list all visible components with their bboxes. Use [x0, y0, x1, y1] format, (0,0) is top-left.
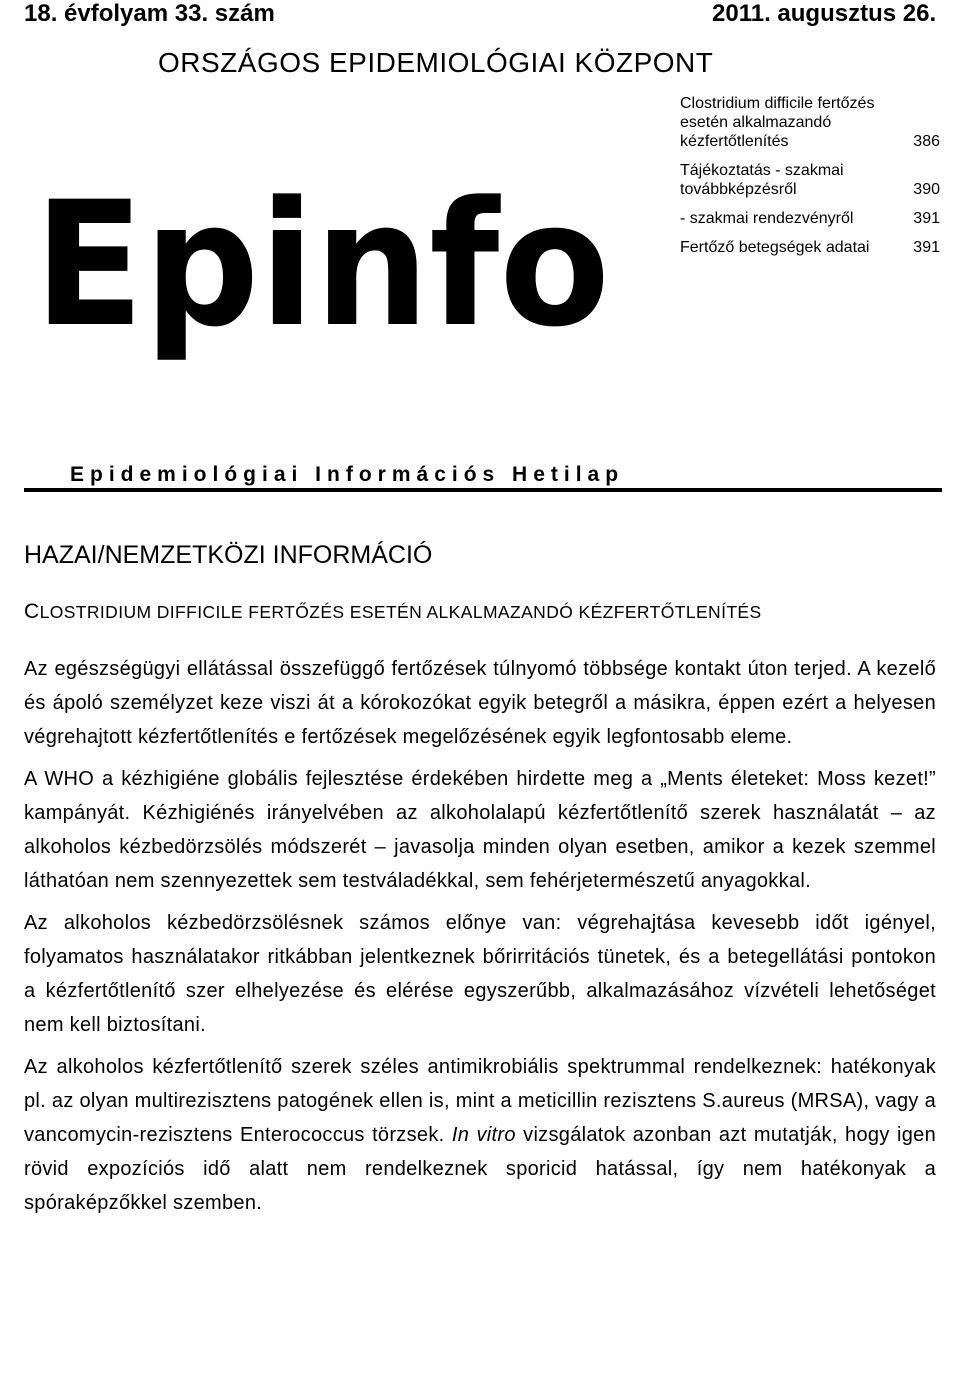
toc-entry-title: Clostridium difficile fertőzés esetén alkalmazandó kézfertőtlenítés	[680, 95, 875, 150]
header-divider	[24, 488, 942, 492]
paragraph: Az alkoholos kézbedörzsölésnek számos előnye van: végrehajtása kevesebb időt igényel, folyamatos használatakor ritkábban jelentkeznek bőrirritációs tünetek, és a betegellátási pontokon a kézfertőtlenítő szer elhelyezése és elérése egyszerűbb, alkalmazásához vízvételi lehetőséget nem kell biztosítani.	[24, 912, 936, 1036]
toc-entry-page: 390	[913, 181, 940, 198]
issue-date: 2011. augusztus 26.	[712, 0, 937, 27]
paragraph: Az egészségügyi ellátással összefüggő fertőzések túlnyomó többsége kontakt úton terjed. A kezelő és ápoló személyzet keze viszi át a kórokozókat egyik betegről a másikra, éppen ezért a helyesen végrehajtott kézfertőtlenítés e fertőzések megelőzésének egyik legfontosabb eleme.	[24, 658, 936, 748]
publication-subtitle: Epidemiológiai Információs Hetilap	[70, 463, 625, 486]
toc-entry-title: - szakmai rendezvényről	[680, 210, 854, 227]
paragraph: A WHO a kézhigiéne globális fejlesztése érdekében hirdette meg a „Ments életeket: Moss kezet!” kampányát. Kézhigiénés irányelvében az alkoholalapú kézfertőtlenítő szerek használatát – az alkoholos kézbedörzsölés módszerét – javasolja minden olyan esetben, amikor a kezek szemmel láthatóan nem szennyezettek sem testváladékkal, sem fehérjetermészetű anyagokkal.	[24, 768, 936, 892]
article-title-rest: LOSTRIDIUM DIFFICILE FERTŐZÉS ESETÉN ALKALMAZANDÓ KÉZFERTŐTLENÍTÉS	[39, 602, 762, 622]
toc-entry[interactable]	[680, 94, 942, 151]
toc-entry[interactable]	[680, 209, 942, 228]
article-title	[24, 600, 762, 624]
logo-text: Epinfo	[34, 186, 610, 365]
toc-entry-page: 391	[913, 239, 940, 256]
issue-number: 18. évfolyam 33. szám	[24, 0, 275, 27]
section-title: HAZAI/NEMZETKÖZI INFORMÁCIÓ	[24, 541, 433, 569]
table-of-contents	[680, 94, 942, 267]
toc-entry-title: Tájékoztatás - szakmai továbbképzésről	[680, 162, 844, 198]
epinfo-logo	[34, 186, 614, 396]
paragraph-text: vizsgálatok azonban azt mutatják, hogy igen rövid expozíciós idő alatt nem rendelkeznek sporicid hatással, így nem hatékonyak a spóraképzőkkel szemben.	[24, 1124, 936, 1214]
toc-entry[interactable]	[680, 238, 942, 257]
paragraph-text: Az alkoholos kézfertőtlenítő szerek széles antimikrobiális spektrummal rendelkeznek: hatékonyak pl. az olyan multirezisztens patogének ellen is, mint a meticillin rezisztens S.aureus (MRSA), vagy a vancomycin-rezisztens Enterococcus törzsek.	[24, 1056, 936, 1146]
toc-entry-page: 391	[913, 210, 940, 227]
toc-entry-page: 386	[913, 133, 940, 150]
paragraph	[24, 1050, 936, 1220]
article-title-initial: C	[24, 600, 40, 623]
toc-entry-title: Fertőző betegségek adatai	[680, 239, 870, 256]
paragraph-italic-text: In vitro	[451, 1124, 516, 1146]
article-body	[24, 652, 936, 1228]
organization-name: ORSZÁGOS EPIDEMIOLÓGIAI KÖZPONT	[158, 47, 714, 78]
toc-entry[interactable]	[680, 161, 942, 199]
